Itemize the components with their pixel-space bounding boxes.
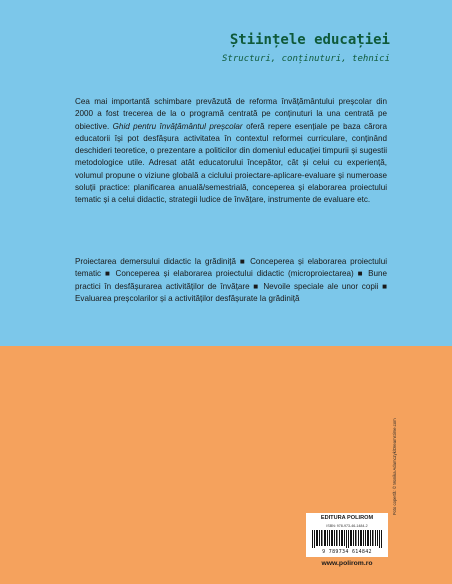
isbn-text: ISBN: 978-973-46-1484-2	[326, 524, 368, 528]
barcode-digits: 9 789734 614842	[322, 549, 372, 555]
contents-list	[75, 256, 387, 306]
bullet-separator: ■	[239, 257, 247, 266]
bullet-separator: ■	[357, 269, 365, 279]
description-text-2: oferă repere esențiale pe baza cărora educatorii își pot desfășura activitatea în contextul reformei curriculare, conținând deschideri teoretice, o prezentare a politicilor din domeniul educației timpurii și sugestii metodologice utile. Adresat atât educatorului începător, cât și celui cu experiență, volumul propune o viziune globală a ciclului proiectare-aplicare-evaluare și numeroase soluții practice: planificarea anuală/semestrială, conceperea și elaborarea proiectului tematic și a celui didactic, strategii ludice de învățare, instrumente de evaluare etc.	[75, 121, 388, 205]
bullet-separator: ■	[105, 269, 112, 279]
publisher-name: EDITURA POLIROM	[320, 515, 374, 521]
book-title-italic: Ghid pentru învățământul preșcolar	[112, 121, 243, 131]
barcode-label	[306, 513, 388, 557]
photo-credit: Foto copertă: © Monika Adamczyk/Dreamstime.com	[392, 418, 397, 515]
bullet-separator: ■	[382, 281, 388, 291]
contents-item: Evaluarea preșcolarilor și a activităților desfășurate la grădiniță	[75, 294, 300, 304]
description-text-1: Cea mai importantă schimbare prevăzută de reforma învățământului preșcolar din 2000 a fost trecerea de la o programă centrată pe conținuturi la una centrată pe obiective.	[75, 97, 387, 131]
series-title: Științele educației	[229, 32, 390, 48]
publisher-website: www.polirom.ro	[321, 560, 373, 567]
barcode-icon	[312, 530, 382, 548]
contents-item: Conceperea și elaborarea proiectului didactic (microproiectarea)	[115, 269, 354, 279]
contents-item: Nevoile speciale ale unor copii	[263, 281, 379, 291]
book-description	[75, 96, 387, 207]
contents-item: Conceperea și elaborarea proiectului tematic	[75, 257, 388, 279]
series-subtitle: Structuri, conținuturi, tehnici	[222, 54, 390, 64]
contents-item: Proiectarea demersului didactic la grădiniță	[75, 257, 236, 266]
bullet-separator: ■	[253, 281, 260, 291]
contents-item: Bune practici în desfășurarea activităților de învățare	[75, 269, 388, 291]
